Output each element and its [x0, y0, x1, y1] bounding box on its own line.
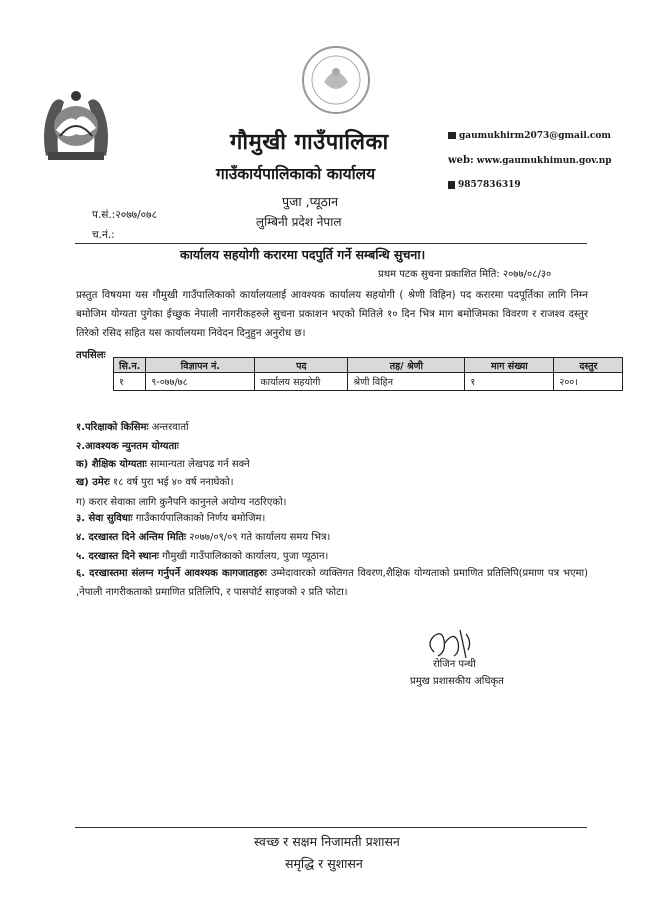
list-item [76, 438, 179, 452]
table-header: पद [255, 358, 348, 373]
email-contact [448, 131, 611, 141]
table-header: तह/ श्रेणी [348, 358, 465, 373]
item-value: गाउँकार्यपालिकाको निर्णय बमोजिम। [135, 513, 266, 524]
item-label: क) शैक्षिक योग्यताः [76, 459, 147, 470]
item-value: ग) करार सेवाका लागि कुनैपनि कानुनले अयोग्य नठरिएको। [76, 497, 287, 508]
publication-date: प्रथम पटक सुचना प्रकाशित मिति: २०७७/०८/३० [378, 269, 552, 280]
office-subtitle: गाउँकार्यपालिकाको कार्यालय [216, 165, 376, 183]
list-item [76, 510, 265, 524]
table-row [114, 373, 623, 391]
item-value: २०७७/०९/०९ गते कार्यालय समय भित्र। [189, 532, 331, 543]
list-item [76, 456, 250, 470]
table-cell: श्रेणी विहिन [348, 373, 465, 391]
table-cell: २००। [554, 373, 623, 391]
table-cell: १ [114, 373, 146, 391]
notice-title: कार्यालय सहयोगी करारमा पदपुर्ति गर्ने सम्बन्धि सुचना। [180, 247, 426, 262]
footer-divider [75, 827, 587, 828]
nepal-emblem-icon [38, 86, 114, 164]
list-item [76, 564, 588, 602]
list-item [76, 494, 286, 508]
signatory-name: रोजिन पन्थी [433, 659, 476, 670]
web-label: web: [448, 155, 474, 166]
item-value: सामान्यता लेखपढ गर्न सक्ने [149, 459, 250, 470]
table-cell: १ [465, 373, 554, 391]
list-item [76, 474, 234, 488]
dispatch-number: च.नं.: [92, 229, 115, 241]
notice-paragraph: प्रस्तुत विषयमा यस गौमुखी गाउँपालिकाको कार्यालयलाई आवश्यक कार्यालय सहयोगी ( श्रेणी विहिन) पद करारमा पदपूर्तिका लागि निम्न बमोजिम योग्यता पुगेका ईच्छुक नेपाली नागरीकहरुले सुचना प्रकाशन भएको मितिले १० दिन भित्र माग बमोजिमका विवरण र राजश्व दस्तुर तिरेको रसिद सहित यस कार्यालयमा निवेदन दिनुहुन अनुरोध छ। [76, 290, 588, 339]
item-value: अन्तरवार्ता [151, 422, 189, 433]
email-text: gaumukhirm2073@gmail.com [459, 131, 611, 141]
phone-text: 9857836319 [458, 180, 521, 190]
location-line-2: लुम्बिनी प्रदेश नेपाल [256, 215, 342, 229]
item-label: ख) उमेरः [76, 477, 110, 488]
reference-number: प.सं.:२०७७/०७८ [92, 209, 158, 221]
table-header: माग संख्या [465, 358, 554, 373]
mail-icon [448, 132, 456, 139]
item-label: ४. दरखास्त दिने अन्तिम मितिः [76, 532, 187, 543]
list-item [76, 419, 189, 433]
phone-icon [448, 181, 455, 189]
table-header: विज्ञापन नं. [146, 358, 255, 373]
list-item [76, 548, 328, 562]
item-value: १८ वर्ष पुरा भई ४० वर्ष ननाघेको। [113, 477, 234, 488]
header-divider [75, 243, 587, 244]
item-value: उम्मेदावारको व्यक्तिगत विवरण,शैक्षिक योग्यताको प्रमाणित प्रतिलिपि(प्रमाण पत्र भएमा) ,नेपाली नागरीकताको प्रमाणित प्रतिलिपि, र पासपोर्ट साइजको २ प्रति फोटा। [76, 568, 588, 598]
item-label: २.आवश्यक न्युनतम योग्यताः [76, 441, 179, 452]
table-header: सि.न. [114, 358, 146, 373]
item-label: ६. दरखास्तमा संलग्न गर्नुपर्ने आवश्यक कागजातहरुः [76, 568, 267, 579]
web-text: www.gaumukhimun.gov.np [476, 156, 612, 166]
item-label: ३. सेवा सुविधाः [76, 513, 133, 524]
web-contact [448, 155, 612, 166]
item-label: ५. दरखास्त दिने स्थानः [76, 551, 159, 562]
office-seal-icon [298, 42, 374, 118]
phone-contact [448, 180, 521, 190]
table-header: दस्तुर [554, 358, 623, 373]
signatory-title: प्रमुख प्रशासकीय अधिकृत [410, 676, 504, 687]
location-line-1: पुजा ,प्यूठान [282, 194, 339, 209]
page-title: गौमुखी गाउँपालिका [230, 130, 389, 155]
item-label: १.परिक्षाको किसिमः [76, 422, 149, 433]
table-cell: ९-०७७/७८ [146, 373, 255, 391]
list-item [76, 529, 330, 543]
details-label: तपसिलः [76, 350, 106, 361]
vacancy-table [113, 357, 623, 391]
item-value: गौमुखी गाउँपालिकाको कार्यालय, पुजा प्यूठान। [162, 551, 329, 562]
footer-slogan-2: समृद्धि र सुशासन [285, 856, 363, 871]
table-cell: कार्यालय सहयोगी [255, 373, 348, 391]
footer-slogan-1: स्वच्छ र सक्षम निजामती प्रशासन [254, 834, 400, 849]
table-header-row [114, 358, 623, 373]
